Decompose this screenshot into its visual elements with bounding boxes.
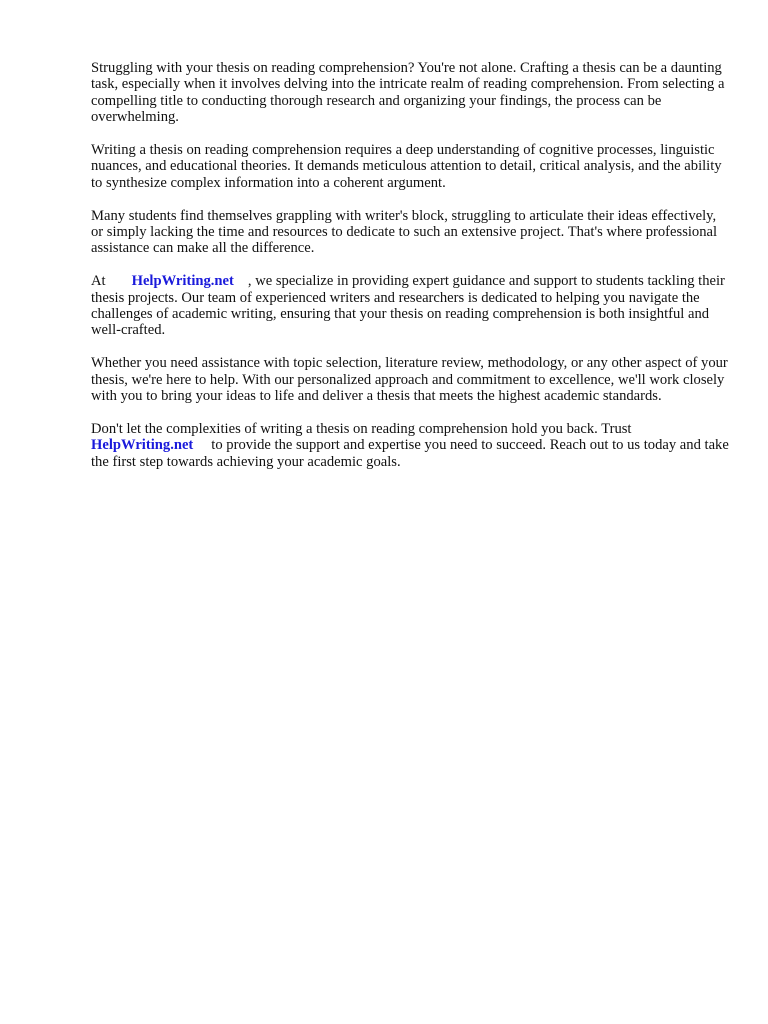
helpwriting-link-trust[interactable]: HelpWriting.net <box>91 437 194 454</box>
paragraph-closing-text: to provide the support and expertise you need to succeed. Reach out to us today and take the first step towards achieving your academic goals. <box>91 437 729 470</box>
paragraph-assistance: Whether you need assistance with topic selection, literature review, methodology, or any other aspect of your thesis, we're here to help. With our personalized approach and commitment to excellence, we'll work closely with you to bring your ideas to life and deliver a thesis that meets the highest academic standards. <box>91 355 728 405</box>
paragraph-closing <box>91 421 731 470</box>
paragraph-intro: Struggling with your thesis on reading comprehension? You're not alone. Crafting a thesis can be a daunting task, especially when it involves delving into the intricate realm of reading comprehension. From selecting a compelling title to conducting thorough research and organizing your findings, the process can be overwhelming. <box>91 60 725 126</box>
paragraph-requirements: Writing a thesis on reading comprehension requires a deep understanding of cognitive processes, linguistic nuances, and educational theories. It demands meticulous attention to detail, critical analysis, and the ability to synthesize complex information into a coherent argument. <box>91 142 722 191</box>
paragraph-struggles: Many students find themselves grappling with writer's block, struggling to articulate their ideas effectively, or simply lacking the time and resources to dedicate to such an extensive project. That's where professional assistance can make all the difference. <box>91 207 718 257</box>
paragraph-service-text: , we specialize in providing expert guidance and support to students tackling their thesis projects. Our team of experienced writers and researchers is dedicated to helping you navigate the challenges of academic writing, ensuring that your thesis on reading comprehension is both insightful and well-crafted. <box>91 273 725 339</box>
helpwriting-link[interactable]: HelpWriting.net <box>131 273 234 290</box>
paragraph-service-lead: At <box>91 273 106 290</box>
paragraph-closing-lead: Don't let the complexities of writing a thesis on reading comprehension hold you back. Trust <box>91 420 632 437</box>
document-body <box>91 60 731 486</box>
paragraph-service <box>91 273 731 339</box>
